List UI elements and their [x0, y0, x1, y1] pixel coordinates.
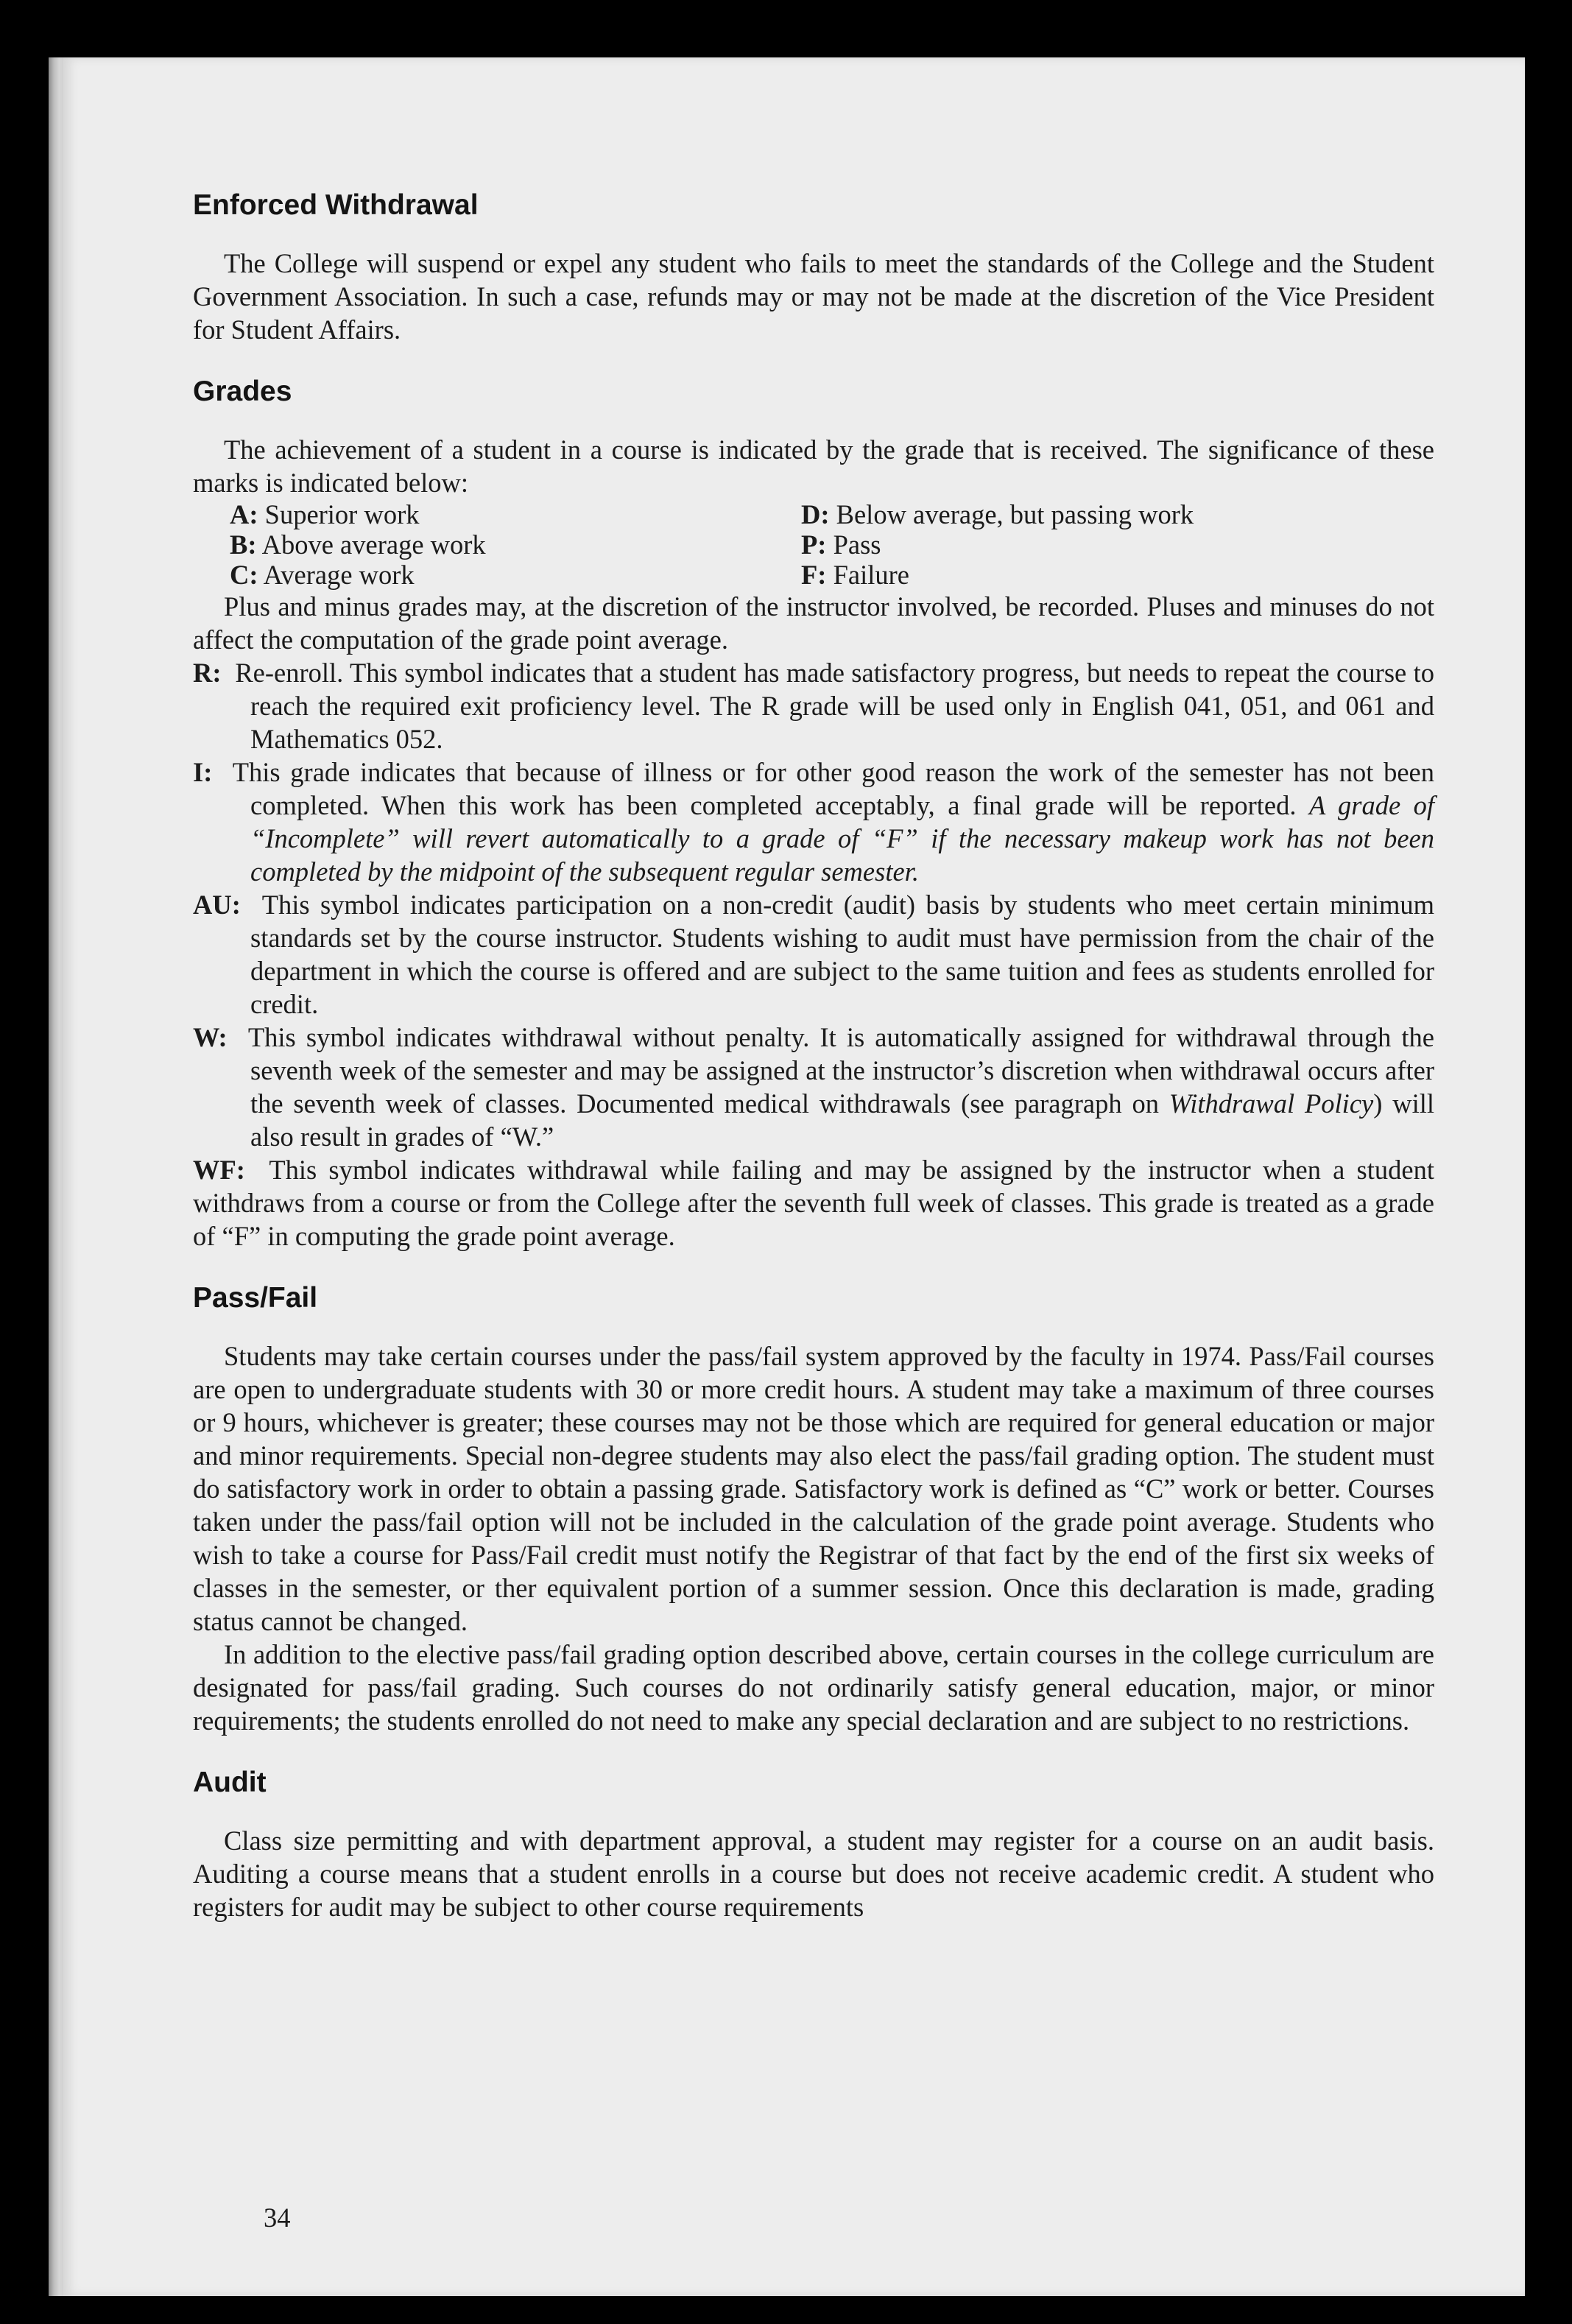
audit-body: Class size permitting and with department approval, a student may register for a course on an audit basis. Auditing a course means that a student enrolls in a course but does not receive academic credit. A student who registers for audit may be subject to other course requirements — [193, 1825, 1434, 1922]
symbol-au: AU: This symbol indicates participation on a non-credit (audit) basis by students who meet certain minimum standards set by the course instructor. Students wishing to audit must have permission from the chair of the department in which the course is offered and are subject to the same tuition and fees as students enrolled for credit. — [193, 890, 1435, 1019]
grade-c: C: Average work — [230, 560, 415, 590]
plus-minus-note: Plus and minus grades may, at the discretion of the instructor involved, be recorded. Pluses and minuses do not affect the computation of the grade point average. — [193, 591, 1434, 655]
heading-enforced-withdrawal: Enforced Withdrawal — [193, 189, 479, 221]
pass-fail-para-1: Students may take certain courses under the pass/fail system approved by the faculty in 1974. Pass/Fail courses are open to undergraduate students with 30 or more credit hours. A student may take a maximum of three courses or 9 hours, whichever is greater; these courses may not be those which are required for general education or major and minor requirements. Special non-degree students may also elect the pass/fail grading option. The student must do satisfactory work in order to obtain a passing grade. Satisfactory work is defined as “C” work or better. Courses taken under the pass/fail option will not be included in the calculation of the grade point average. Students who wish to take a course for Pass/Fail credit must notify the Registrar of that fact by the end of the first six weeks of classes in the semester, or ther equivalent portion of a summer session. Once this declaration is made, grading status cannot be changed. — [193, 1341, 1434, 1636]
withdrawal-policy-ref: Withdrawal Policy — [1169, 1088, 1374, 1119]
grade-b: B: Above average work — [230, 529, 486, 560]
symbol-wf: WF: This symbol indicates withdrawal while failing and may be assigned by the instructor when a student withdraws from a course or from the College after the seventh full week of classes. This grade is treated as a grade of “F” in computing the grade point average. — [193, 1155, 1434, 1251]
heading-pass-fail: Pass/Fail — [193, 1282, 318, 1314]
symbol-w: W: This symbol indicates withdrawal without penalty. It is automatically assigned for withdrawal through the seventh week of the semester and may be assigned at the instructor’s discretion when withdrawal occurs after the seventh week of classes. Documented medical withdrawals (see paragraph on Withdrawal Policy) will also result in grades of “W.” — [193, 1022, 1435, 1152]
page-content — [193, 188, 1434, 1923]
page-number: 34 — [264, 2202, 291, 2233]
grade-d: D: Below average, but passing work — [801, 499, 1194, 529]
heading-grades: Grades — [193, 376, 292, 407]
heading-audit: Audit — [193, 1767, 267, 1798]
symbol-i: I: This grade indicates that because of illness or for other good reason the work of the semester has not been completed. When this work has been completed acceptably, a final grade will be reported. A grade of “Incomplete” will revert automatically to a grade of “F” if the necessary makeup work has not been completed by the midpoint of the subsequent regular semester. — [193, 757, 1434, 887]
grade-f: F: Failure — [801, 560, 909, 590]
symbol-r: R: Re-enroll. This symbol indicates that a student has made satisfactory progress, but needs to repeat the course to reach the required exit proficiency level. The R grade will be used only in English 041, 051, and 061 and Mathematics 052. — [193, 658, 1435, 754]
grade-a: A: Superior work — [230, 499, 420, 529]
grade-p: P: Pass — [801, 529, 881, 560]
pass-fail-para-2: In addition to the elective pass/fail grading option described above, certain courses in the college curriculum are designated for pass/fail grading. Such courses do not ordinarily satisfy general education, major, or minor requirements; the students enrolled do not need to make any special declaration and are subject to no restrictions. — [193, 1639, 1434, 1736]
grades-intro: The achievement of a student in a course is indicated by the grade that is received. The significance of these marks is indicated below: — [193, 434, 1434, 498]
grade-scale — [230, 499, 1434, 590]
enforced-withdrawal-body: The College will suspend or expel any student who fails to meet the standards of the College and the Student Government Association. In such a case, refunds may or may not be made at the discretion of the Vice President for Student Affairs. — [193, 248, 1434, 345]
